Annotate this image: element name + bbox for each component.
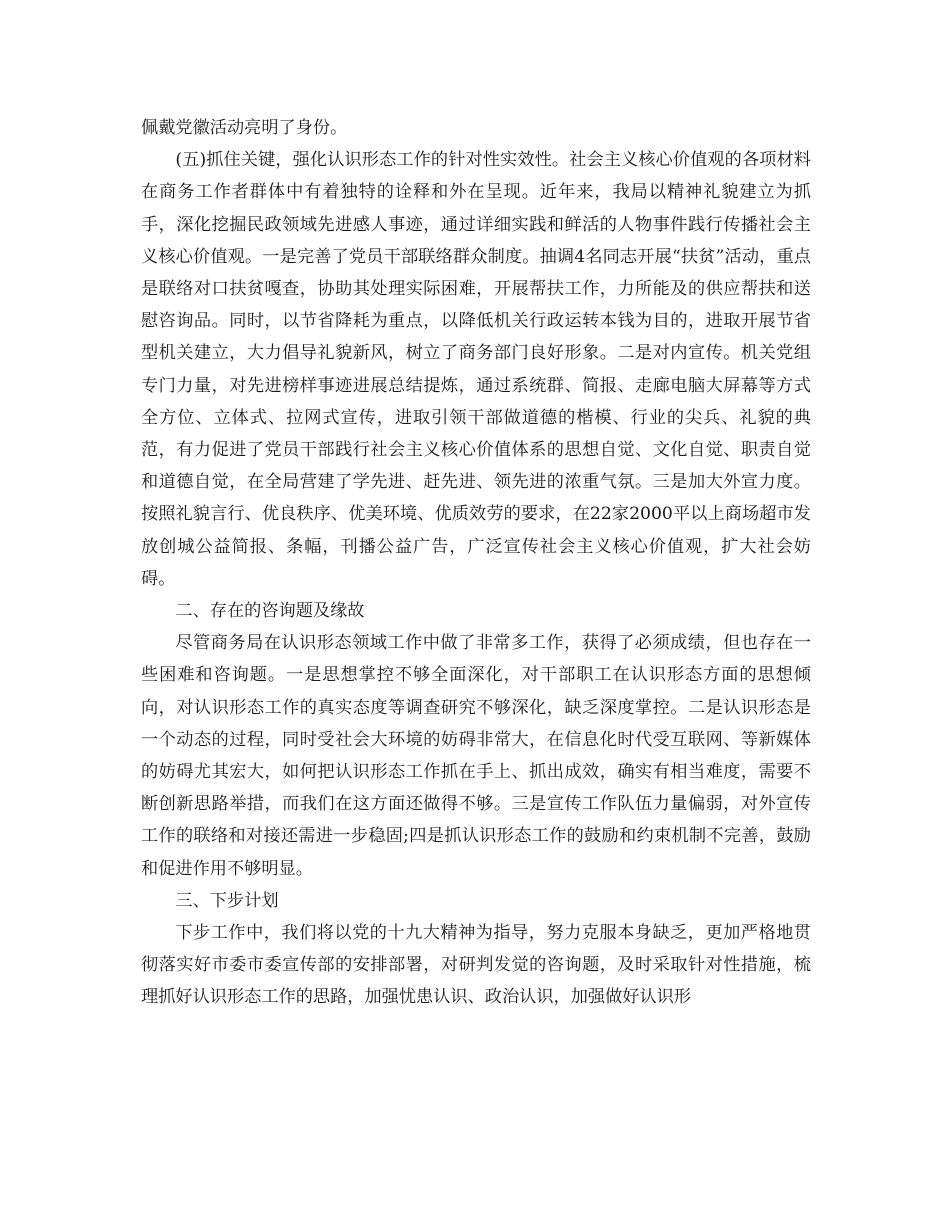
paragraph-continuation: 佩戴党徽活动亮明了身份。: [141, 118, 348, 138]
heading-next-steps: 三、下步计划: [175, 890, 279, 911]
document-body: [141, 112, 811, 1014]
heading-problems-and-causes: 二、存在的咨询题及缘故: [175, 601, 365, 622]
paragraph-next-steps: 下步工作中，我们将以党的十九大精神为指导，努力克服本身缺乏，更加严格地贯彻落实好市委市委宣传部的安排部署，对研判发觉的咨询题，及时采取针对性措施，梳理抓好认识形态工作的思路，加强忧患认识、政治认识，加强做好认识形: [141, 923, 811, 1008]
paragraph-section-five: (五)抓住关键，强化认识形态工作的针对性实效性。社会主义核心价值观的各项材料在商务工作者群体中有着独特的诠释和外在呈现。近年来，我局以精神礼貌建立为抓手，深化挖掘民政领域先进感人事迹，通过详细实践和鲜活的人物事件践行传播社会主义核心价值观。一是完善了党员干部联络群众制度。抽调4名同志开展“扶贫”活动，重点是联络对口扶贫嘎查，协助其处理实际困难，开展帮扶工作，力所能及的供应帮扶和送慰咨询品。同时，以节省降耗为重点，以降低机关行政运转本钱为目的，进取开展节省型机关建立，大力倡导礼貌新风，树立了商务部门良好形象。二是对内宣传。机关党组专门力量，对先进榜样事迹进展总结提炼，通过系统群、简报、走廊电脑大屏幕等方式全方位、立体式、拉网式宣传，进取引领干部做道德的楷模、行业的尖兵、礼貌的典范，有力促进了党员干部践行社会主义核心价值体系的思想自觉、文化自觉、职责自觉和道德自觉，在全局营建了学先进、赶先进、领先进的浓重气氛。三是加大外宣力度。按照礼貌言行、优良秩序、优美环境、优质效劳的要求，在22家2000平以上商场超市发放创城公益简报、条幅，刊播公益广告，广泛宣传社会主义核心价值观，扩大社会妨碍。: [141, 150, 811, 589]
paragraph-problems: 尽管商务局在认识形态领域工作中做了非常多工作，获得了必须成绩，但也存在一些困难和咨询题。一是思想掌控不够全面深化，对干部职工在认识形态方面的思想倾向，对认识形态工作的真实态度等调查研究不够深化，缺乏深度掌控。二是认识形态是一个动态的过程，同时受社会大环境的妨碍非常大，在信息化时代受互联网、等新媒体的妨碍尤其宏大，如何把认识形态工作抓在手上、抓出成效，确实有相当难度，需要不断创新思路举措，而我们在这方面还做得不够。三是宣传工作队伍力量偏弱，对外宣传工作的联络和对接还需进一步稳固;四是抓认识形态工作的鼓励和约束机制不完善，鼓励和促进作用不够明显。: [141, 633, 811, 879]
